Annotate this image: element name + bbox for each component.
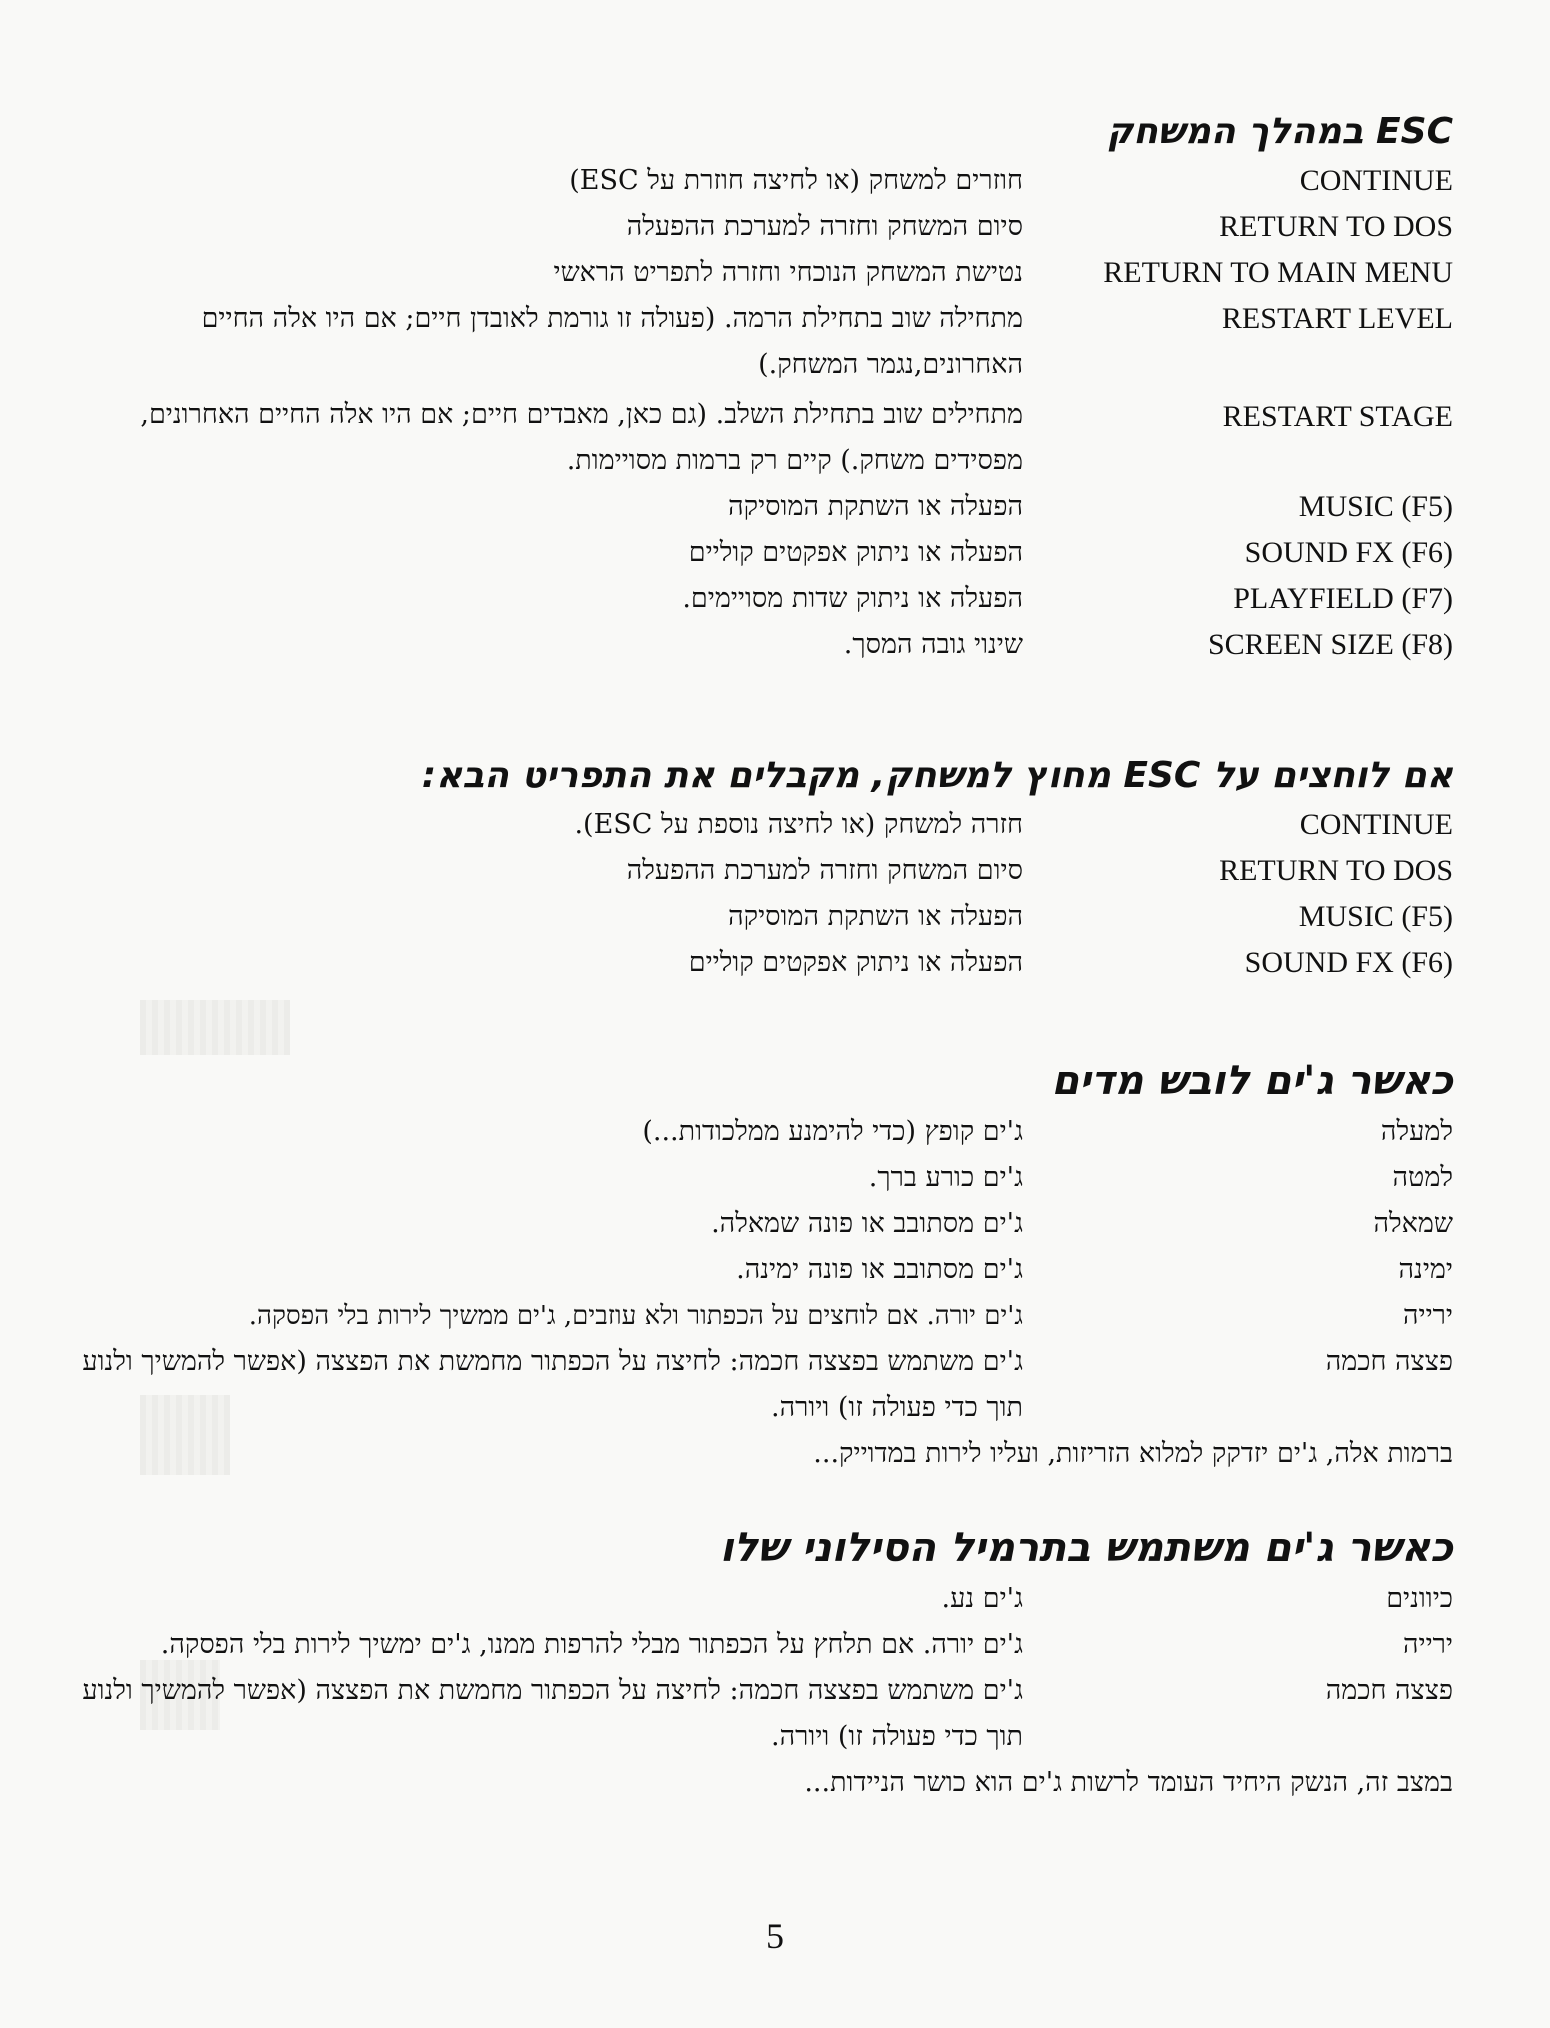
row-key: RETURN TO DOS	[1219, 854, 1453, 887]
menu-row	[60, 484, 1453, 530]
menu-row	[60, 576, 1453, 622]
row-key: RETURN TO MAIN MENU	[1103, 256, 1453, 289]
row-description: ג'ים נע.	[941, 1583, 1023, 1614]
menu-row	[60, 530, 1453, 576]
row-description: ג'ים מסתובב או פונה ימינה.	[736, 1254, 1023, 1285]
row-description: הפעלה או השתקת המוסיקה	[728, 901, 1023, 932]
row-description: ג'ים משתמש בפצצה חכמה: לחיצה על הכפתור מחמשת את הפצצה (אפשר להמשיך ולנוע תוך כדי פעולה זו) ויורה.	[82, 1346, 1023, 1423]
row-key: SCREEN SIZE (F8)	[1207, 628, 1453, 661]
row-key: PLAYFIELD (F7)	[1233, 582, 1453, 615]
row-key: פצצה חכמה	[1325, 1346, 1453, 1377]
section-esc-outside-game	[60, 752, 1453, 986]
row-description: ג'ים יורה. אם לוחצים על הכפתור ולא עוזבים, ג'ים ממשיך לירות בלי הפסקה.	[248, 1301, 1023, 1331]
control-row	[60, 1155, 1453, 1201]
row-description: ג'ים משתמש בפצצה חכמה: לחיצה על הכפתור מחמשת את הפצצה (אפשר להמשיך ולנוע תוך כדי פעולה זו) ויורה.	[82, 1675, 1023, 1752]
row-key: RESTART LEVEL	[1221, 302, 1453, 335]
row-description: סיום המשחק וחזרה למערכת ההפעלה	[626, 855, 1023, 886]
menu-row	[60, 940, 1453, 986]
row-description: ג'ים קופץ (כדי להימנע ממלכודות...)	[642, 1116, 1023, 1147]
row-key: כיוונים	[1386, 1583, 1453, 1614]
row-key: למטה	[1392, 1162, 1453, 1193]
section-jim-in-uniform	[60, 1055, 1453, 1477]
row-key: MUSIC (F5)	[1298, 490, 1453, 523]
row-description: נטישת המשחק הנוכחי וחזרה לתפריט הראשי	[553, 257, 1023, 288]
row-key: RESTART STAGE	[1222, 400, 1453, 433]
row-key: פצצה חכמה	[1325, 1675, 1453, 1706]
row-description: ג'ים מסתובב או פונה שמאלה.	[711, 1208, 1023, 1239]
section-heading: כאשר ג'ים לובש מדים	[1051, 1058, 1453, 1104]
section-heading: אם לוחצים על ESC מחוץ למשחק, מקבלים את התפריט הבא:	[421, 755, 1453, 796]
control-row	[60, 1622, 1453, 1668]
row-key: CONTINUE	[1299, 808, 1453, 841]
row-description: ג'ים כורע ברך.	[868, 1162, 1023, 1193]
menu-row	[60, 848, 1453, 894]
row-description: סיום המשחק וחזרה למערכת ההפעלה	[626, 211, 1023, 242]
page-number: 5	[766, 1916, 784, 1956]
row-description: חזרה למשחק (או לחיצה נוספת על ESC).	[574, 809, 1023, 840]
control-row	[60, 1109, 1453, 1155]
section-note: במצב זה, הנשק היחיד העומד לרשות ג'ים הוא כושר הניידות...	[804, 1767, 1453, 1798]
control-row	[60, 1201, 1453, 1247]
row-description: חוזרים למשחק (או לחיצה חוזרת על ESC)	[569, 165, 1023, 196]
control-row	[60, 1293, 1453, 1339]
row-description: הפעלה או ניתוק אפקטים קוליים	[688, 537, 1023, 568]
section-jim-jetpack	[60, 1522, 1453, 1806]
row-description: שינוי גובה המסך.	[843, 629, 1023, 660]
control-row	[60, 1668, 1453, 1760]
row-key: CONTINUE	[1299, 164, 1453, 197]
menu-row	[60, 250, 1453, 296]
row-key: שמאלה	[1373, 1208, 1453, 1239]
menu-row	[60, 204, 1453, 250]
row-key: למעלה	[1380, 1116, 1453, 1147]
section-note: ברמות אלה, ג'ים יזדקק למלוא הזריזות, ועליו לירות במדוייק...	[813, 1438, 1453, 1469]
row-key: MUSIC (F5)	[1298, 900, 1453, 933]
row-key: RETURN TO DOS	[1219, 210, 1453, 243]
section-heading: כאשר ג'ים משתמש בתרמיל הסילוני שלו	[719, 1525, 1453, 1571]
menu-row	[60, 894, 1453, 940]
row-key: ימינה	[1398, 1254, 1453, 1285]
row-description: הפעלה או השתקת המוסיקה	[728, 491, 1023, 522]
row-description: ג'ים יורה. אם תלחץ על הכפתור מבלי להרפות ממנו, ג'ים ימשיך לירות בלי הפסקה.	[160, 1629, 1023, 1660]
menu-row	[60, 802, 1453, 848]
menu-row	[60, 392, 1453, 484]
section-heading: ESC במהלך המשחק	[1106, 111, 1453, 152]
control-row	[60, 1576, 1453, 1622]
menu-row	[60, 158, 1453, 204]
row-key: SOUND FX (F6)	[1244, 946, 1453, 979]
row-description: הפעלה או ניתוק אפקטים קוליים	[688, 947, 1023, 978]
row-key: SOUND FX (F6)	[1244, 536, 1453, 569]
section-esc-in-game	[60, 108, 1453, 668]
control-row	[60, 1247, 1453, 1293]
control-row	[60, 1339, 1453, 1431]
row-description: הפעלה או ניתוק שדות מסויימים.	[682, 583, 1023, 614]
bleed-through-mark	[140, 1000, 290, 1055]
row-description: מתחילה שוב בתחילת הרמה. (פעולה זו גורמת לאובדן חיים; אם היו אלה החיים האחרונים,נגמר המשחק.)	[201, 303, 1023, 380]
row-key: ירייה	[1402, 1629, 1453, 1660]
row-key: ירייה	[1402, 1300, 1453, 1331]
row-description: מתחילים שוב בתחילת השלב. (גם כאן, מאבדים חיים; אם היו אלה החיים האחרונים, מפסידים משחק.) קיים רק ברמות מסויימות.	[140, 399, 1023, 476]
menu-row	[60, 622, 1453, 668]
menu-row	[60, 296, 1453, 388]
